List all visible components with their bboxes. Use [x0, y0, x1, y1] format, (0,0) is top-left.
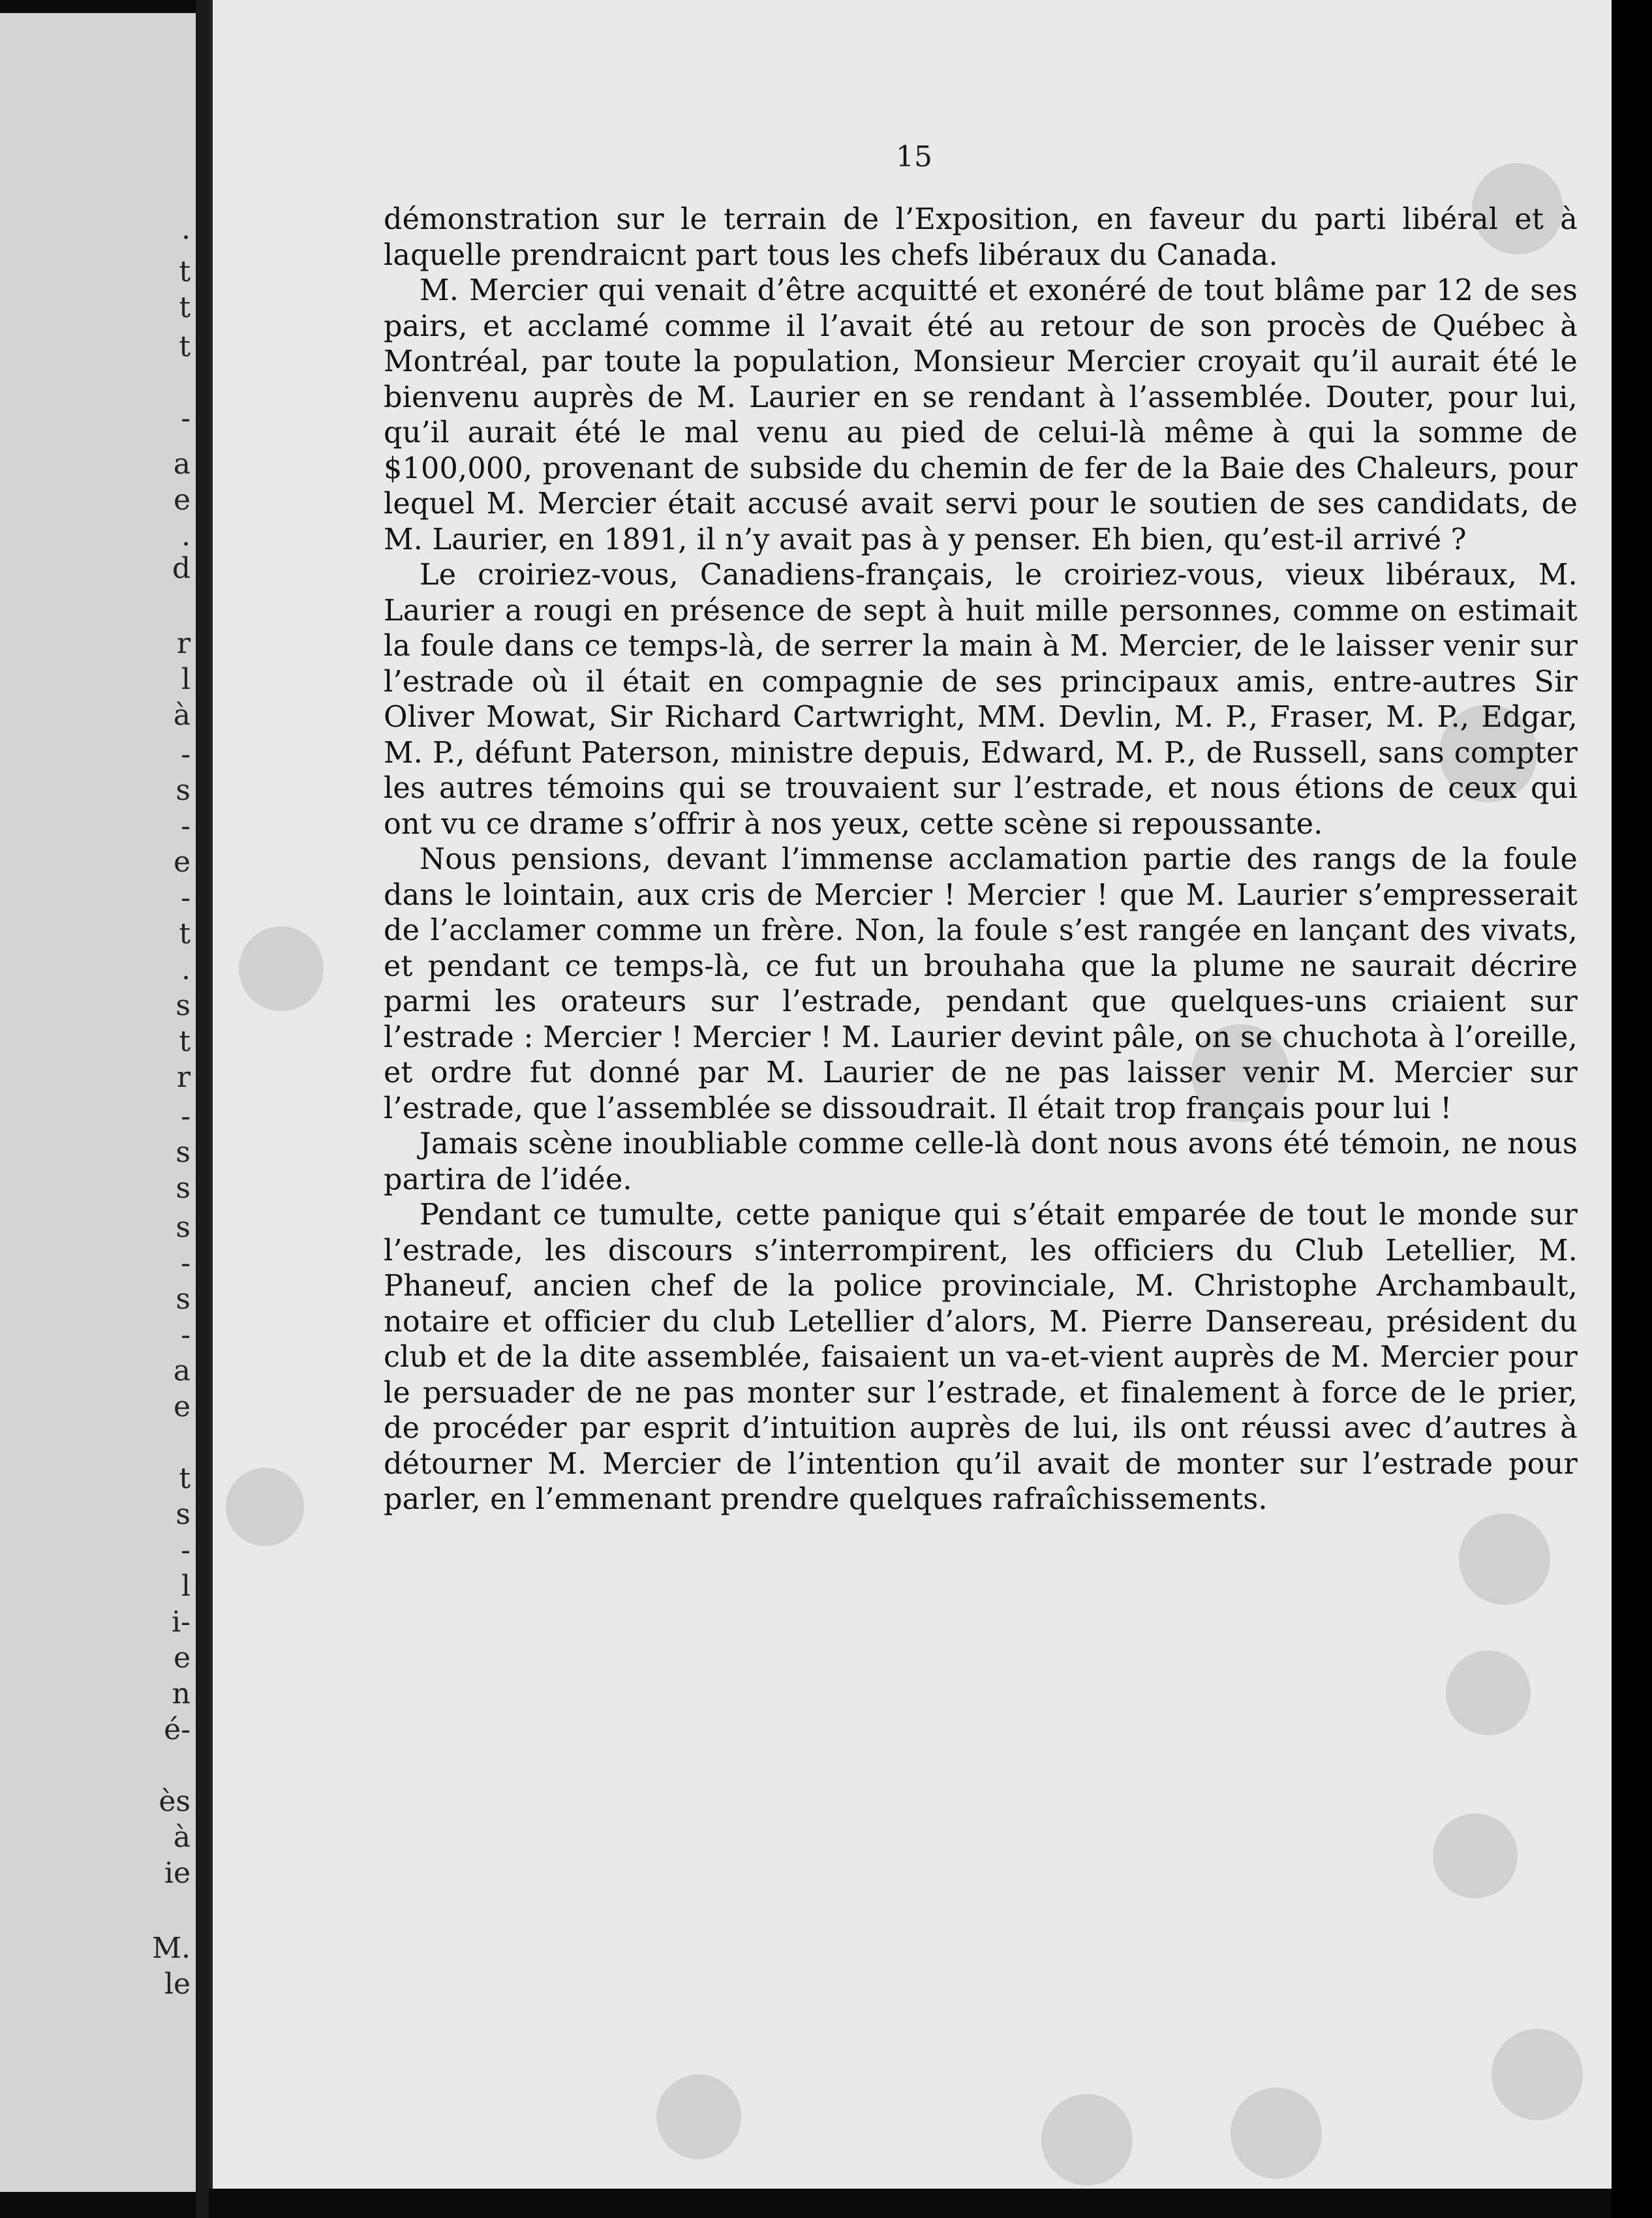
left-page-fragment: a: [173, 448, 191, 481]
page-number: 15: [896, 140, 932, 174]
left-page-fragment: s: [176, 1211, 191, 1244]
left-page-fragment: t: [179, 917, 191, 950]
paragraph: démonstration sur le terrain de l’Exposition, en faveur du parti libéral et à laquelle prendraicnt part tous les chefs libéraux du Canada.: [384, 203, 1578, 272]
left-page-fragment: s: [176, 989, 191, 1022]
stain-spot: [1491, 2029, 1583, 2120]
left-page-fragment: s: [176, 1136, 191, 1169]
left-page-fragment: à: [173, 699, 191, 732]
left-page-fragment: -: [181, 1100, 191, 1133]
stain-spot: [1433, 1814, 1518, 1898]
left-page-fragment: .: [181, 213, 191, 246]
left-page-fragment: -: [181, 810, 191, 843]
left-page-fragment: ès: [159, 1785, 191, 1818]
left-page-fragment: le: [164, 1967, 191, 2001]
paragraph: Pendant ce tumulte, cette panique qui s’était emparée de tout le monde sur l’estrade, les discours s’interrompirent, les officiers du Club Letellier, M. Phaneuf, ancien chef de la police provinciale, M. Christophe Archambault, notaire et officier du club Letellier d’alors, M. Pierre Dansereau, président du club et de la dite assemblée, faisaient un va-et-vient auprès de M. Mercier pour le persuader de ne pas monter sur l’estrade, et finalement à force de le prier, de procéder par esprit d’intuition auprès de lui, ils ont réussi avec d’autres à détourner M. Mercier de l’intention qu’il avait de monter sur l’estrade pour parler, en l’emmenant prendre quelques rafraîchissements.: [384, 1198, 1578, 1516]
stain-spot: [226, 1468, 304, 1546]
left-page-fragment: l: [181, 1570, 191, 1603]
paragraph: Le croiriez-vous, Canadiens-français, le croiriez-vous, vieux libéraux, M. Laurier a rougi en présence de sept à huit mille personnes, comme on estimait la foule dans ce temps-là, de serrer la main à M. Mercier, de le laisser venir sur l’estrade où il était en compagnie de ses principaux amis, entre-autres Sir Oliver Mowat, Sir Richard Cartwright, MM. Devlin, M. P., Fraser, M. P., Edgar, M. P., défunt Paterson, ministre depuis, Edward, M. P., de Russell, sans compter les autres témoins qui se trouvaient sur l’estrade, et nous étions de ceux qui ont vu ce drame s’offrir à nos yeux, cette scène si repoussante.: [384, 558, 1578, 841]
left-page-fragment: M.: [151, 1932, 191, 1965]
left-page-fragment: i-: [172, 1605, 191, 1639]
left-page-fragment: e: [173, 1641, 191, 1675]
body-text: [384, 202, 1578, 1518]
stain-spot: [656, 2074, 741, 2159]
book-gutter: [196, 0, 209, 2218]
left-page-fragment: t: [179, 291, 191, 324]
left-page-fragment: l: [181, 663, 191, 696]
paragraph: M. Mercier qui venait d’être acquitté et exonéré de tout blâme par 12 de ses pairs, et acclamé comme il l’avait été au retour de son procès de Québec à Montréal, par toute la population, Monsieur Mercier croyait qu’il aurait été le bienvenu auprès de M. Laurier en se rendant à l’assemblée. Douter, pour lui, qu’il aurait été le mal venu au pied de celui-là même à qui la somme de $100,000, provenant de subside du chemin de fer de la Baie des Chaleurs, pour lequel M. Mercier était accusé avait servi pour le soutien de ses candidats, de M. Laurier, en 1891, il n’y avait pas à y penser. Eh bien, qu’est-il arrivé ?: [384, 274, 1578, 556]
left-page-fragment: s: [176, 774, 191, 807]
left-page-fragment: t: [179, 1462, 191, 1495]
stain-spot: [1231, 2088, 1322, 2179]
left-page-fragment: -: [181, 1534, 191, 1567]
left-page-fragment: s: [176, 1283, 191, 1316]
left-page-fragment: .: [181, 953, 191, 986]
left-page-fragment: t: [179, 1025, 191, 1058]
stain-spot: [1041, 2094, 1133, 2185]
left-page-fragment: e: [173, 845, 191, 879]
stain-spot: [1459, 1513, 1550, 1605]
left-page-fragment: s: [176, 1172, 191, 1205]
scan-border: [1612, 0, 1652, 2218]
left-page-fragment: -: [181, 1318, 191, 1352]
left-page-fragment: à: [173, 1821, 191, 1854]
left-page-fragment: a: [173, 1354, 191, 1388]
left-page-fragment: t: [179, 330, 191, 363]
left-page-fragment: -: [181, 402, 191, 435]
left-page-fragment: -: [181, 738, 191, 771]
left-page-fragment: -: [181, 881, 191, 915]
paragraph: Nous pensions, devant l’immense acclamation partie des rangs de la foule dans le lointain, aux cris de Mercier ! Mercier ! que M. Laurier s’empresserait de l’acclamer comme un frère. Non, la foule s’est rangée en lançant des vivats, et pendant ce temps-là, ce fut un brouhaha que la plume ne saurait décrire parmi les orateurs sur l’estrade, pendant que quelques-uns criaient sur l’estrade : Mercier ! Mercier ! M. Laurier devint pâle, on se chuchota à l’oreille, et ordre fut donné par M. Laurier de ne pas laisser venir M. Mercier sur l’estrade, que l’assemblée se dissoudrait. Il était trop français pour lui !: [384, 843, 1578, 1125]
left-page-fragment: d: [172, 552, 191, 585]
left-page-fragment: .: [181, 519, 191, 553]
left-page-fragment: é-: [164, 1713, 191, 1746]
page: [209, 0, 1615, 2189]
left-page-fragment: s: [176, 1498, 191, 1531]
left-page-fragment: n: [172, 1677, 191, 1710]
stain-spot: [239, 926, 324, 1011]
left-page-edge: [0, 13, 198, 2192]
left-page-fragment: t: [179, 255, 191, 288]
paragraph: Jamais scène inoubliable comme celle-là dont nous avons été témoin, ne nous partira de l’idée.: [384, 1127, 1578, 1196]
stain-spot: [1446, 1650, 1531, 1735]
left-page-fragment: e: [173, 1390, 191, 1423]
left-page-fragment: r: [176, 627, 191, 660]
left-page-fragment: -: [181, 1247, 191, 1280]
left-page-fragment: ie: [164, 1857, 191, 1890]
left-page-fragment: r: [176, 1061, 191, 1094]
left-page-fragment: e: [173, 483, 191, 517]
